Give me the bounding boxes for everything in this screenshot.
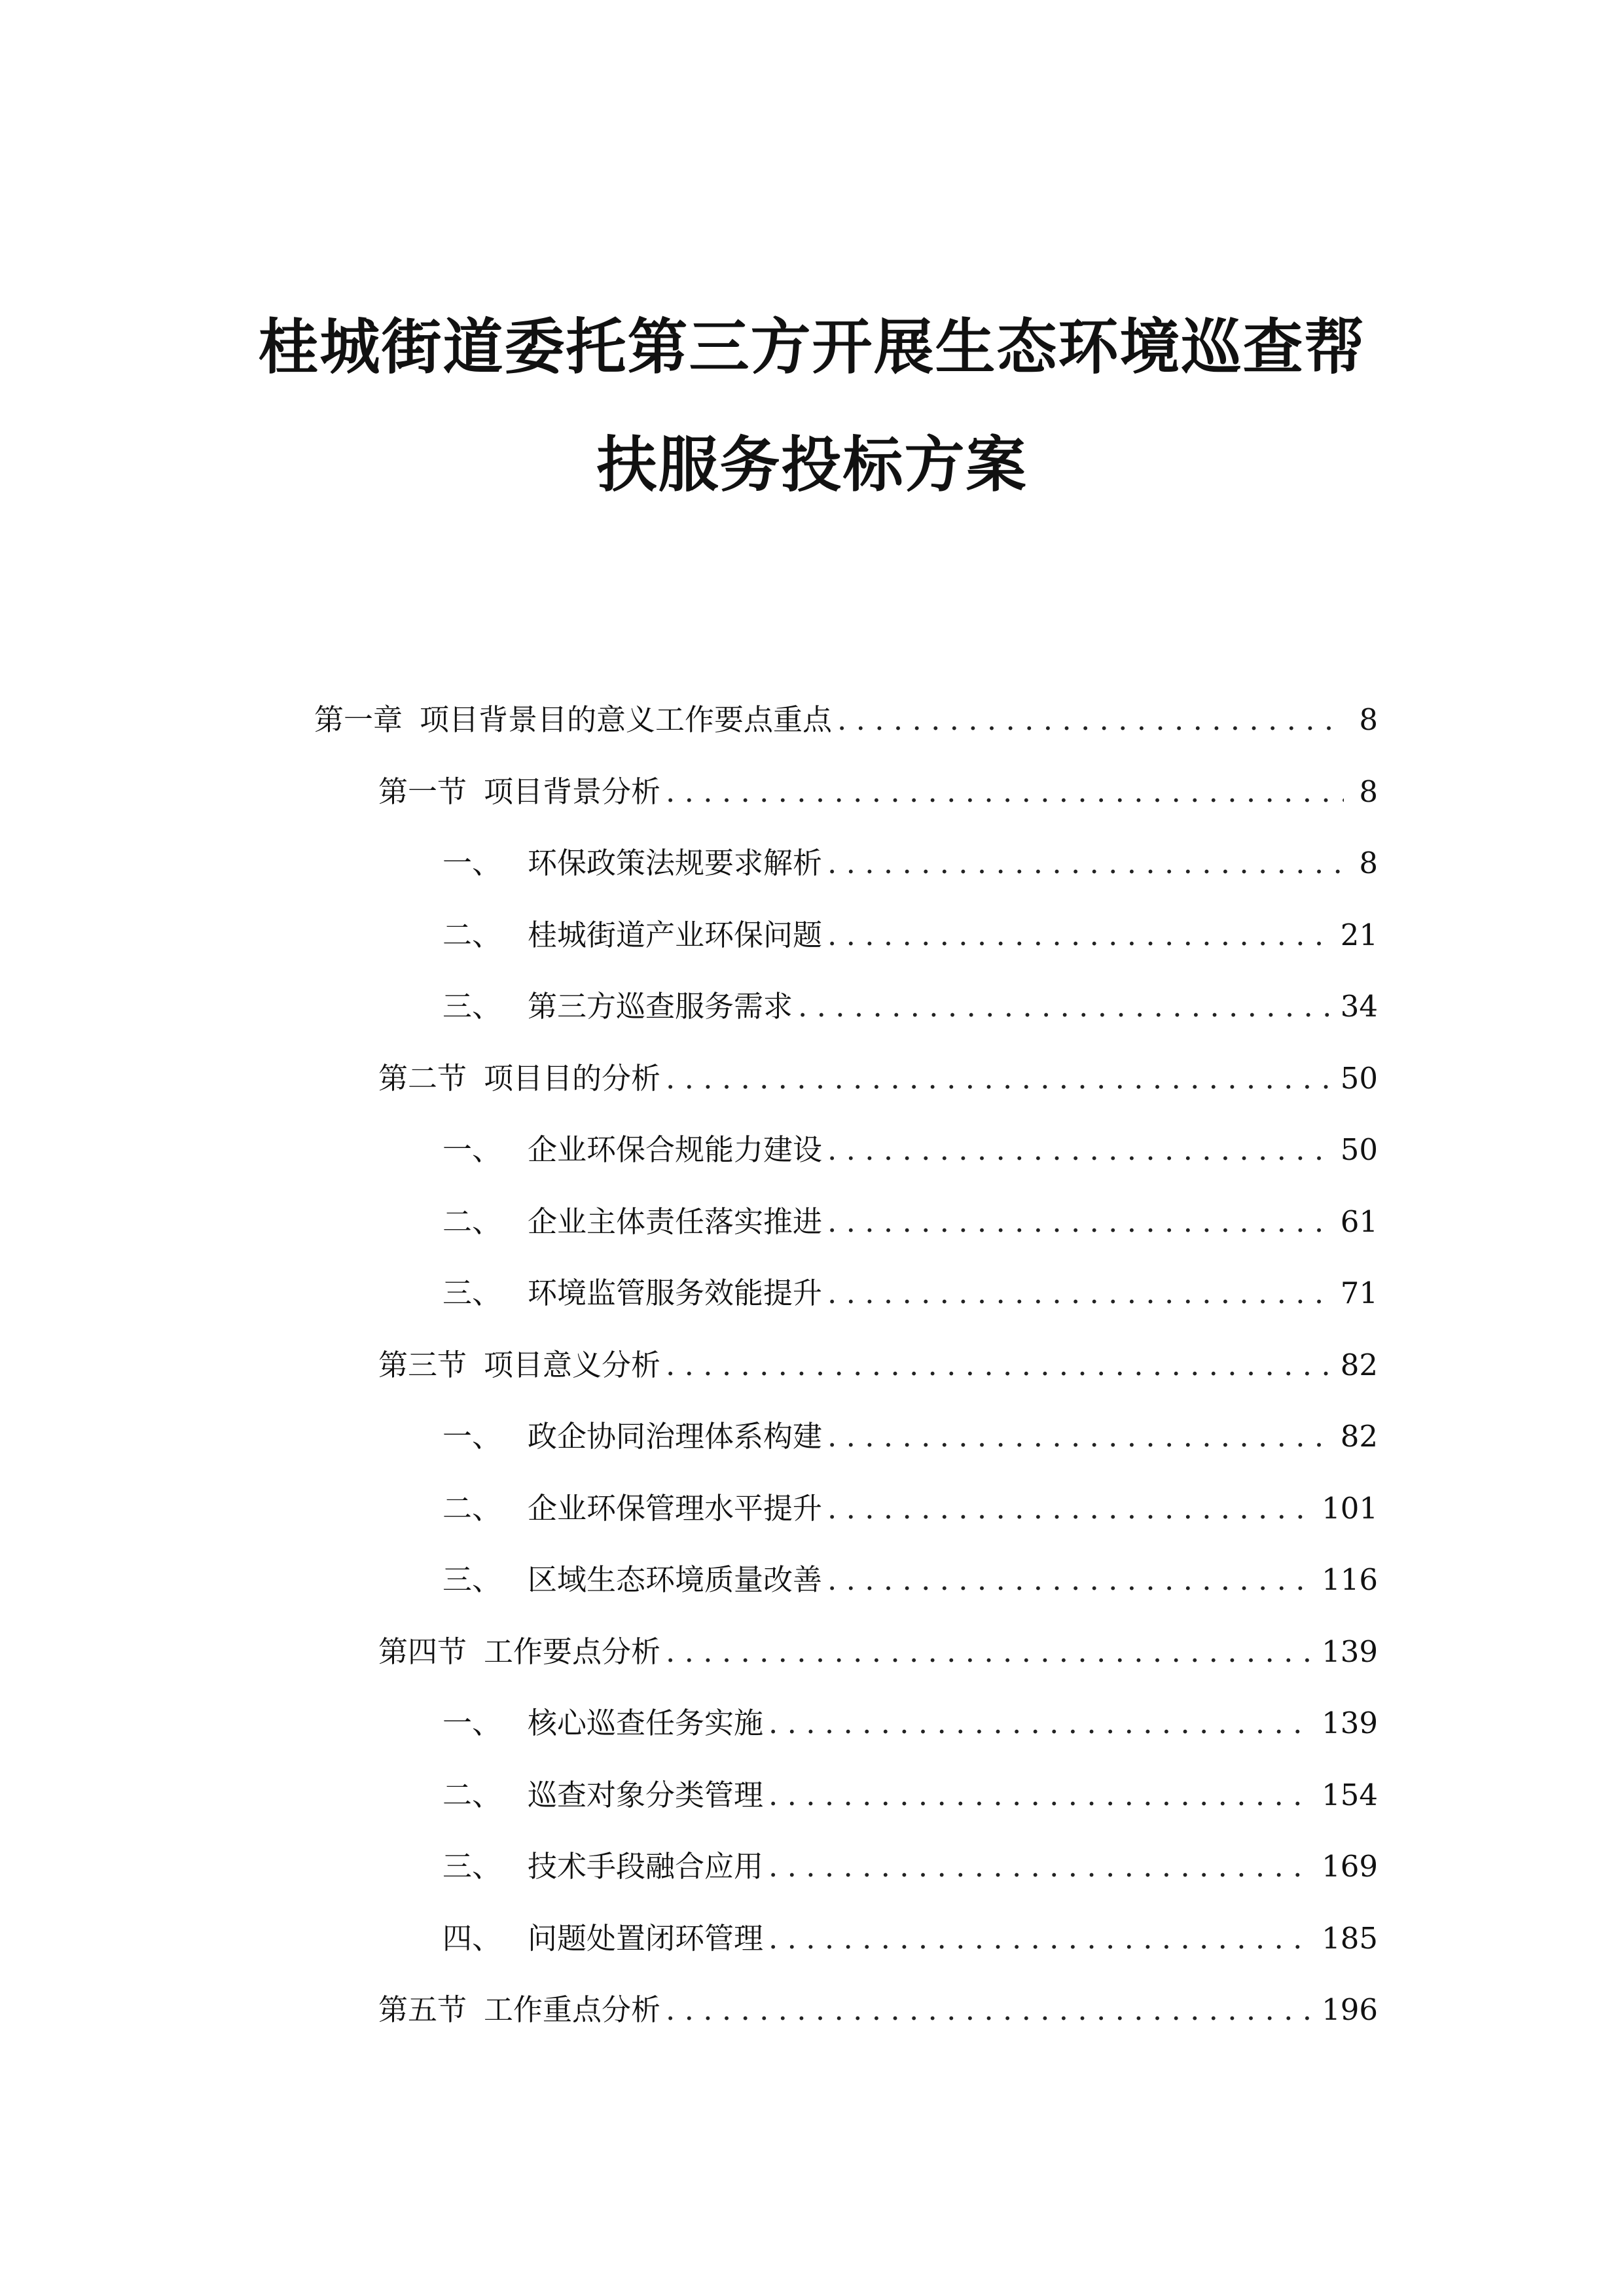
document-title (0, 312, 1624, 500)
toc-dot-leader (827, 1417, 1333, 1456)
toc-entry[interactable] (314, 1919, 1378, 1991)
toc-dot-leader (666, 1346, 1333, 1385)
toc-entry[interactable] (314, 1130, 1378, 1202)
toc-entry-number: 三、 (442, 1562, 502, 1597)
toc-entry-number: 第二节 (378, 1060, 467, 1096)
toc-dot-leader (827, 1274, 1333, 1313)
toc-entry-title: 区域生态环境质量改善 (528, 1562, 823, 1597)
toc-entry[interactable] (314, 916, 1378, 988)
toc-entry-page: 34 (1340, 989, 1378, 1024)
toc-dot-leader (827, 844, 1344, 883)
toc-entry[interactable] (314, 1632, 1378, 1704)
toc-entry-title: 桂城街道产业环保问题 (528, 917, 823, 952)
toc-dot-leader (827, 916, 1333, 955)
toc-entry-number: 三、 (442, 1849, 502, 1884)
toc-entry-page: 154 (1322, 1777, 1378, 1812)
toc-entry-page: 116 (1322, 1562, 1378, 1597)
toc-entry-title: 第三方巡查服务需求 (528, 989, 793, 1024)
toc-entry[interactable] (314, 1059, 1378, 1131)
toc-dot-leader (837, 700, 1344, 740)
toc-dot-leader (827, 1202, 1333, 1242)
toc-entry-page: 8 (1359, 774, 1378, 809)
toc-entry-title: 环境监管服务效能提升 (528, 1276, 823, 1310)
toc-entry-page: 82 (1340, 1347, 1378, 1382)
table-of-contents (314, 700, 1378, 2062)
title-line-2: 扶服务投标方案 (596, 430, 1028, 500)
toc-dot-leader (768, 1704, 1314, 1743)
toc-entry[interactable] (314, 700, 1378, 772)
toc-entry-number: 一、 (442, 1706, 502, 1740)
toc-entry-page: 185 (1322, 1920, 1378, 1956)
toc-entry[interactable] (314, 987, 1378, 1059)
toc-entry-number: 一、 (442, 1132, 502, 1167)
toc-dot-leader (768, 1919, 1314, 1958)
toc-entry-number: 第一章 (314, 702, 403, 737)
toc-entry[interactable] (314, 844, 1378, 916)
toc-entry-number: 二、 (442, 917, 502, 952)
toc-entry-number: 三、 (442, 989, 502, 1024)
toc-entry[interactable] (314, 1202, 1378, 1274)
toc-entry-title: 项目背景目的意义工作要点重点 (420, 702, 833, 737)
toc-entry-page: 50 (1340, 1132, 1378, 1167)
toc-dot-leader (666, 772, 1344, 812)
toc-entry-page: 139 (1322, 1706, 1378, 1740)
toc-entry-title: 政企协同治理体系构建 (528, 1419, 823, 1454)
toc-entry[interactable] (314, 1346, 1378, 1418)
toc-entry-number: 二、 (442, 1204, 502, 1239)
toc-entry-title: 环保政策法规要求解析 (528, 846, 823, 880)
toc-entry-number: 第一节 (378, 774, 467, 809)
title-line-1: 桂城街道委托第三方开展生态环境巡查帮 (258, 312, 1366, 382)
toc-entry[interactable] (314, 1847, 1378, 1919)
toc-entry-title: 企业环保合规能力建设 (528, 1132, 823, 1167)
toc-entry-page: 8 (1359, 702, 1378, 737)
toc-entry-title: 核心巡查任务实施 (528, 1706, 764, 1740)
toc-entry[interactable] (314, 772, 1378, 844)
toc-entry-title: 企业主体责任落实推进 (528, 1204, 823, 1239)
toc-entry-title: 企业环保管理水平提升 (528, 1490, 823, 1526)
toc-entry-number: 二、 (442, 1777, 502, 1812)
toc-dot-leader (666, 1990, 1314, 2030)
toc-entry-page: 50 (1340, 1060, 1378, 1096)
toc-entry[interactable] (314, 1990, 1378, 2062)
toc-entry[interactable] (314, 1776, 1378, 1848)
toc-entry-page: 71 (1340, 1276, 1378, 1310)
toc-entry-page: 169 (1322, 1849, 1378, 1884)
toc-entry[interactable] (314, 1274, 1378, 1346)
toc-dot-leader (768, 1776, 1314, 1815)
toc-entry-title: 问题处置闭环管理 (528, 1920, 764, 1956)
toc-entry-title: 项目背景分析 (484, 774, 661, 809)
toc-dot-leader (666, 1059, 1333, 1098)
toc-entry-title: 项目目的分析 (484, 1060, 661, 1096)
toc-entry-page: 196 (1322, 1992, 1378, 2027)
toc-entry-page: 8 (1359, 846, 1378, 880)
toc-entry-title: 工作重点分析 (484, 1992, 661, 2027)
toc-entry[interactable] (314, 1489, 1378, 1561)
toc-dot-leader (827, 1560, 1314, 1600)
toc-entry-page: 61 (1340, 1204, 1378, 1239)
toc-entry-page: 139 (1322, 1634, 1378, 1669)
toc-entry-title: 工作要点分析 (484, 1634, 661, 1669)
toc-entry-number: 四、 (442, 1920, 502, 1956)
toc-entry[interactable] (314, 1560, 1378, 1632)
toc-entry-number: 第五节 (378, 1992, 467, 2027)
toc-entry-number: 一、 (442, 846, 502, 880)
toc-entry-title: 巡查对象分类管理 (528, 1777, 764, 1812)
toc-entry[interactable] (314, 1417, 1378, 1489)
toc-entry-number: 第四节 (378, 1634, 467, 1669)
toc-entry-title: 技术手段融合应用 (528, 1849, 764, 1884)
toc-entry-number: 二、 (442, 1490, 502, 1526)
toc-dot-leader (666, 1632, 1314, 1672)
toc-entry[interactable] (314, 1704, 1378, 1776)
toc-entry-title: 项目意义分析 (484, 1347, 661, 1382)
toc-entry-page: 101 (1322, 1490, 1378, 1526)
toc-entry-page: 82 (1340, 1419, 1378, 1454)
toc-entry-page: 21 (1340, 917, 1378, 952)
toc-dot-leader (798, 987, 1333, 1026)
toc-entry-number: 一、 (442, 1419, 502, 1454)
toc-dot-leader (768, 1847, 1314, 1886)
toc-entry-number: 三、 (442, 1276, 502, 1310)
toc-dot-leader (827, 1130, 1333, 1170)
toc-dot-leader (827, 1489, 1314, 1528)
toc-entry-number: 第三节 (378, 1347, 467, 1382)
